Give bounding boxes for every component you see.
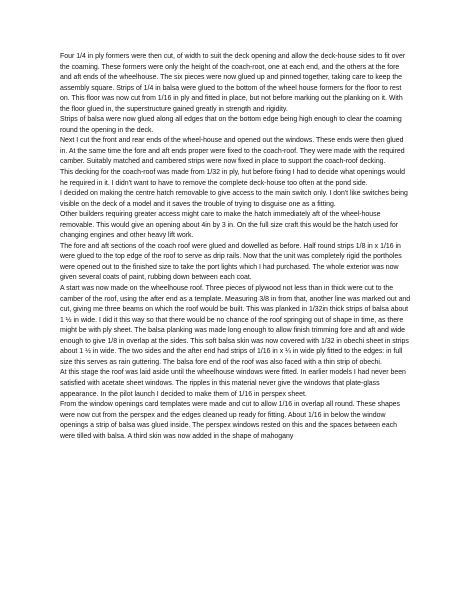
paragraph-windows: At this stage the roof was laid aside until the wheelhouse windows were fitted. In earlier models I had never been satisfied with acetate sheet windows. The ripples in this material never give the windows that plate-glass appearance. In the pilot launch I decided to make them of 1/16 in perspex sheet. xyxy=(60,369,406,398)
paragraph-fore-aft-sections: The fore and aft sections of the coach roof were glued and dowelled as before. Half round strips 1/8 in x 1/16 in were glued to the top edge of the roof to serve as drip rails. Now that the unit was completely rigid the portholes were opened out to the finished size to take the port lights which I had purchased. The whole exterior was now given several coats of paint, rubbing down between each coat. xyxy=(60,242,402,282)
paragraph-templates: From the window openings card templates were made and cut to allow 1/16 in overlap all round. These shapes were now cut from the perspex and the edges cleaned up ready for fitting. About 1/16 in below the window openings a strip of balsa was glued inside. The perspex windows rested on this and the spaces between each were tilled with balsa. A third skin was now added in the shape of mahogany xyxy=(60,401,401,440)
paragraph-formers: Four 1/4 in ply formers were then cut, of width to suit the deck opening and allow the deck-house sides to fit over the coaming. These formers were only the height of the coach-root, one at each end, and the others at the fore and aft ends of the wheelhouse. The six pieces were now glued up and pinned together, taking care to keep the assembly square. Strips of 1/4 in balsa were glued to the bottom of the wheel house formers for the floor to rest on. This floor was now cut from 1/16 in ply and fitted in place, but not before marking out the planking on it. With the floor glued in, the superstructure gained greatly in strength and rigidity. xyxy=(60,53,406,113)
paragraph-coach-roof-decking: This decking for the coach-roof was made from 1/32 in ply, hut before fixing I had to decide what openings would he required in it. I didn't want to have to remove the complete deck-house too often at the pond side. xyxy=(60,169,406,187)
body-text xyxy=(60,52,412,442)
paragraph-centre-hatch: I decided on making the centre hatch removable to give access to the main switch only. I don't like switches being visible on the deck of a model and it saves the trouble of trying to disguise one as a fitting. xyxy=(60,190,408,208)
paragraph-balsa-strips: Strips of balsa were now glued along all edges that on the bottom edge being high enough to clear the coaming round the opening in the deck. xyxy=(60,116,402,134)
paragraph-wheelhouse-ends: Next I cut the front and rear ends of the wheel-house and opened out the windows. These ends were then glued in. At the same time the fore and aft ends proper were fixed to the coach-roof. They were made with the required camber. Suitably matched and cambered strips were now fixed in place to support the coach-roof decking. xyxy=(60,137,405,166)
paragraph-wheelhouse-roof: A start was now made on the wheelhouse roof. Three pieces of plywood not less than in thick were cut to the camber of the roof, using the after end as a template. Measuring 3/8 in from that, another line was marked out and cut, giving me three beams on which the roof would be built. This was planked in 1/32in thick strips of balsa about 1 ½ in wide. I did it this way so that there would be no chance of the roof springing out of shape in time, as there might be with ply sheet. The balsa planking was made long enough to allow finish trimming fore and aft and wide enough to give 1/8 in overlap at the sides. This soft balsa skin was now covered with 1/32 in obechi sheet in strips about 1 ½ in wide. The two sides and the after end had strips of 1/16 in x ¼ in wide ply fitted to the edges: in full size this serves as rain guttering. The balsa fore end of the roof was also faced with a thin strip of obechi. xyxy=(60,285,411,366)
paragraph-other-builders: Other builders requiring greater access might care to make the hatch immediately aft of the wheel-house removable. This would give an opening about 4in by 3 in. On the full size craft this would be the hatch used for changing engines and other heavy lift work. xyxy=(60,211,399,240)
